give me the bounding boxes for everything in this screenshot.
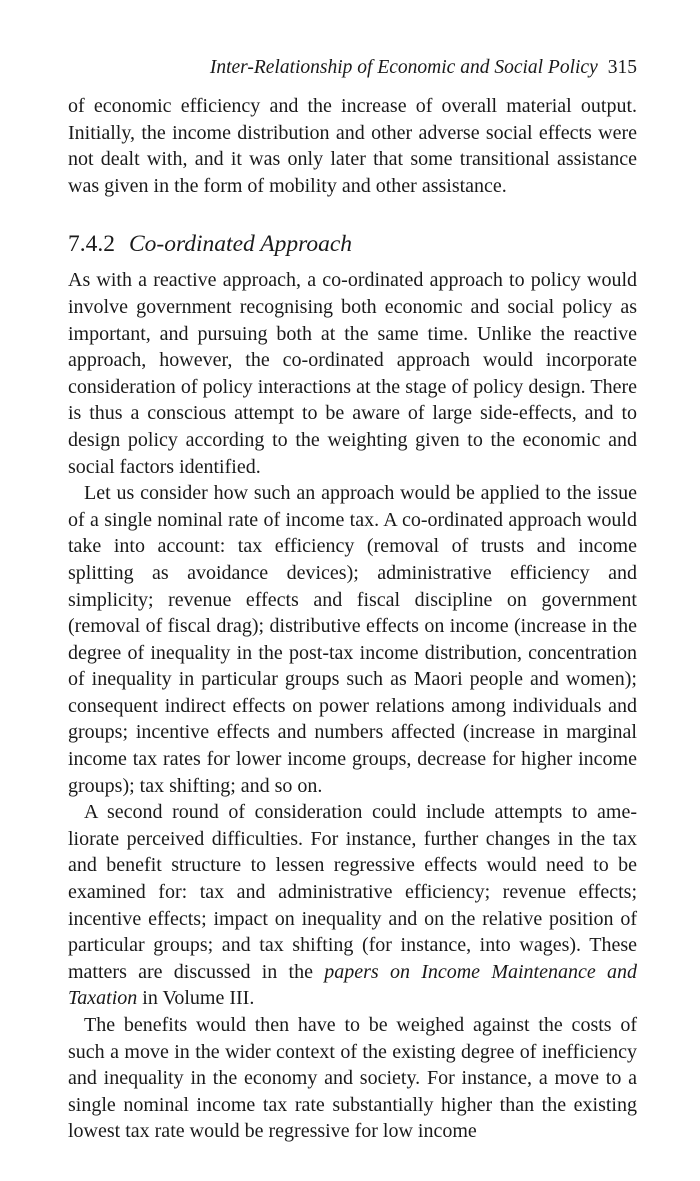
book-page	[68, 55, 637, 1145]
paragraph-3-end: in Volume III.	[137, 987, 255, 1010]
paragraph-3	[68, 799, 637, 1012]
paragraph-4: The benefits would then have to be weighed against the costs of such a move in the wider context of the existing degree of inefficiency and inequality in the economy and society. For instance, a move to a single nominal income tax rate substantially higher than the existing lowest tax rate would be regressive for low income	[68, 1014, 637, 1143]
paragraph-3-text: A second round of consideration could include attempts to ameliorate perceived difficulties. For instance, further changes in the tax and benefit structure to lessen regressive effects would need to be examined for: tax and administrative efficiency; revenue effects; incentive effects; impact on inequality and on the relative position of particular groups; and tax shifting (for instance, into wages). These matters are discussed in the	[68, 801, 637, 983]
section-title: Co-ordinated Approach	[129, 231, 353, 258]
running-head-title: Inter-Relationship of Economic and Social Policy	[209, 57, 598, 78]
paragraph-3-emphasis: papers on Income Maintenance and Taxation	[68, 960, 637, 1010]
paragraph-1: As with a reactive approach, a co-ordinated approach to policy would involve government recognising both economic and social policy as important, and pursuing both at the same time. Unlike the reactive approach, however, the co-ordinated approach would incorporate consideration of policy interactions at the stage of policy design. There is thus a conscious attempt to be aware of large side-effects, and to design policy according to the weighting given to the economic and social factors identified.	[68, 269, 637, 478]
page-number: 315	[607, 57, 637, 78]
paragraph-2: Let us consider how such an approach would be applied to the issue of a single nominal rate of income tax. A co-ordinated approach would take into account: tax efficiency (removal of trusts and income splitting as avoidance devices); administrative efficiency and simplicity; revenue effects and fiscal discipline on government (removal of fiscal drag); distributive effects on income (increase in the degree of inequality in the post-tax income distribution, concentration of inequality in particular groups such as Maori people and women); consequent indirect effects on power relations among individuals and groups; incentive effects and numbers affected (increase in marginal income tax rates for lower income groups, decrease for higher income groups); tax shifting; and so on.	[68, 482, 637, 797]
running-head	[68, 55, 637, 83]
section-number: 7.4.2	[68, 231, 115, 258]
section-heading	[68, 229, 637, 259]
paragraph-continued: of economic efficiency and the increase of overall material output. Initially, the income distribution and other adverse social effects were not dealt with, and it was only later that some transitional assistance was given in the form of mobility and other assistance.	[68, 95, 637, 197]
